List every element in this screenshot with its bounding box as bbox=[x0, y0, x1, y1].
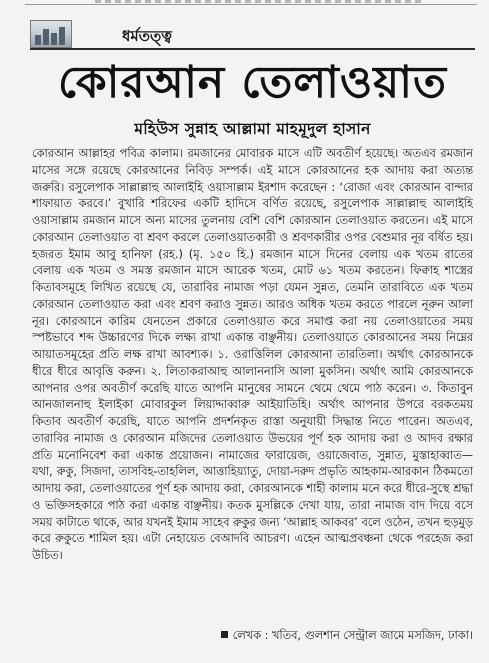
mosque-photo-icon bbox=[30, 20, 72, 48]
bullet-square-icon bbox=[221, 631, 228, 638]
article-paragraph: কোরআন আল্লাহর পবিত্র কালাম। রমজানের মোবারক মাসে এটি অবতীর্ণ হয়েছে। অতএব রমজান মাসের সঙ্গে রয়েছে কোরআনের নিবিড় সম্পর্ক। এই মাসে কোরআনের হক আদায় করা অত্যন্ত জরুরি। রসুলেপাক সাল্লাল্লাহু আলাইহি ওয়াসাল্লাম ইরশাদ করেছেন : ‘রোজা এবং কোরআন বান্দার শাফায়াত করবে।’ বুখারি শরিফের একটি হাদিসে বর্ণিত রয়েছে, রসুলেপাক সাল্লাল্লাহু আলাইহি ওয়াসাল্লাম রমজান মাসে অন্য মাসের তুলনায় বেশি বেশি কোরআন তেলাওয়াত করতেন। এই মাসে কোরআন তেলাওয়াত বা শ্রবণ করলে তেলাওয়াতকারী ও শ্রবণকারীর ওপর বেশুমার নূর বর্ষিত হয়। হজরত ইমাম আবু হানিফা (রহ.) (মৃ. ১৫০ হি.) রমজান মাসে দিনের বেলায় এক খতম রাতের বেলায় এক খতম ও সমস্ত রমজান মাসে আরেক খতম, মোট ৬১ খতম করতেন। ফিক্বাহ শাস্ত্রের কিতাবসমূহে লিখিত রয়েছে যে, তারাবির নামাজ পড়া যেমন সুন্নত, তেমনি তারাবিতে এক খতম কোরআন তেলাওয়াত করা এবং শ্রবণ করাও সুন্নত। আরও অধিক খতম করতে পারলে নূরুন আলা নূর। কোরআনে কারিম যেনতেন প্রকারে তেলাওয়াত করে সমাপ্ত করা নয় তেলাওয়াতের সময় স্পষ্টভাবে শব্দ উচ্চারণের দিকে লক্ষ্য রাখা একান্ত বাঞ্ছনীয়। তেলাওয়াতে কোরআনের সময় নিম্নের আয়াতসমূহের প্রতি লক্ষ রাখা আবশ্যক। ১. ওরাত্তিলিল কোরআনা তারতিলা। অর্থাৎ কোরআনকে ধীরে ধীরে আবৃত্তি করুন। ২. লিতাকরাআহু আলাননাসি আলা মুকসিন। অর্থাৎ আমি কোরআনকে আপনার ওপর অবতীর্ণ করেছি যাতে আপনি মানুষের সামনে থেমে থেমে পাঠ করেন। ৩. কিতাবুন আনজালনাহু ইলাইকা মোবারকুল লিয়াদ্দাব্বারু আইয়াতিহি। অর্থাৎ আপনার উপরে বরকতময় কিতাব অবতীর্ণ করেছি, যাতে আপনি প্রদর্শনকৃত রাস্তা অনুযায়ী সিদ্ধান্ত নিতে পারেন। অতএব, তারাবির নামাজ ও কোরআন মজিদের তেলাওয়াত উভয়ের পূর্ণ হক আদায় করা ও আদব রক্ষার প্রতি মনোনিবেশ করা একান্ত প্রয়োজন। নামাজের ফারায়েজ, ওয়াজেবাত, সুন্নাত, মুস্তাহাব্বাত— যথা, রুকু, সিজদা, তাসবিহ-তাহলিল, আত্তাহিয়্যাতু, দোয়া-দরুদ প্রভৃতি আহকাম-আরকান ঠিকমতো আদায় করা, তেলাওয়াতের পূর্ণ হক আদায় করা, কোরআনকে শাহী কালাম মনে করে ধীরে-সুস্থে শ্রদ্ধা ও ভক্তিসহকারে পাঠ করা একান্ত বাঞ্ছনীয়। কতক মুসল্লিকে দেখা যায়, তারা নামাজ বাদ দিয়ে বসে সময় কাটাতে থাকে, আর যখনই ইমাম সাহেব রুকুর জন্য ‘আল্লাহ আকবর’ বলে ওঠেন, তখন হুড়মুড় করে রুকুতে শামিল হয়। এটা নেহায়েত বেআদবি আচরণ। এহেন আত্মপ্রবঞ্চনা থেকে পরহেজ করা উচিত। bbox=[32, 147, 473, 562]
section-header bbox=[30, 20, 475, 50]
author-credit bbox=[32, 628, 473, 644]
article-title: কোরআন তেলাওয়াত bbox=[58, 57, 447, 108]
cropped-previous-text bbox=[95, 0, 425, 3]
article-body bbox=[32, 146, 473, 626]
article-byline: মহিউস সুন্নাহ আল্লামা মাহমূদুল হাসান bbox=[134, 120, 371, 138]
author-credit-text: লেখক : খতিব, গুলশান সেন্ট্রাল জামে মসজিদ, ঢাকা। bbox=[232, 629, 473, 642]
section-label: ধর্মতত্ত্ব bbox=[122, 27, 172, 45]
